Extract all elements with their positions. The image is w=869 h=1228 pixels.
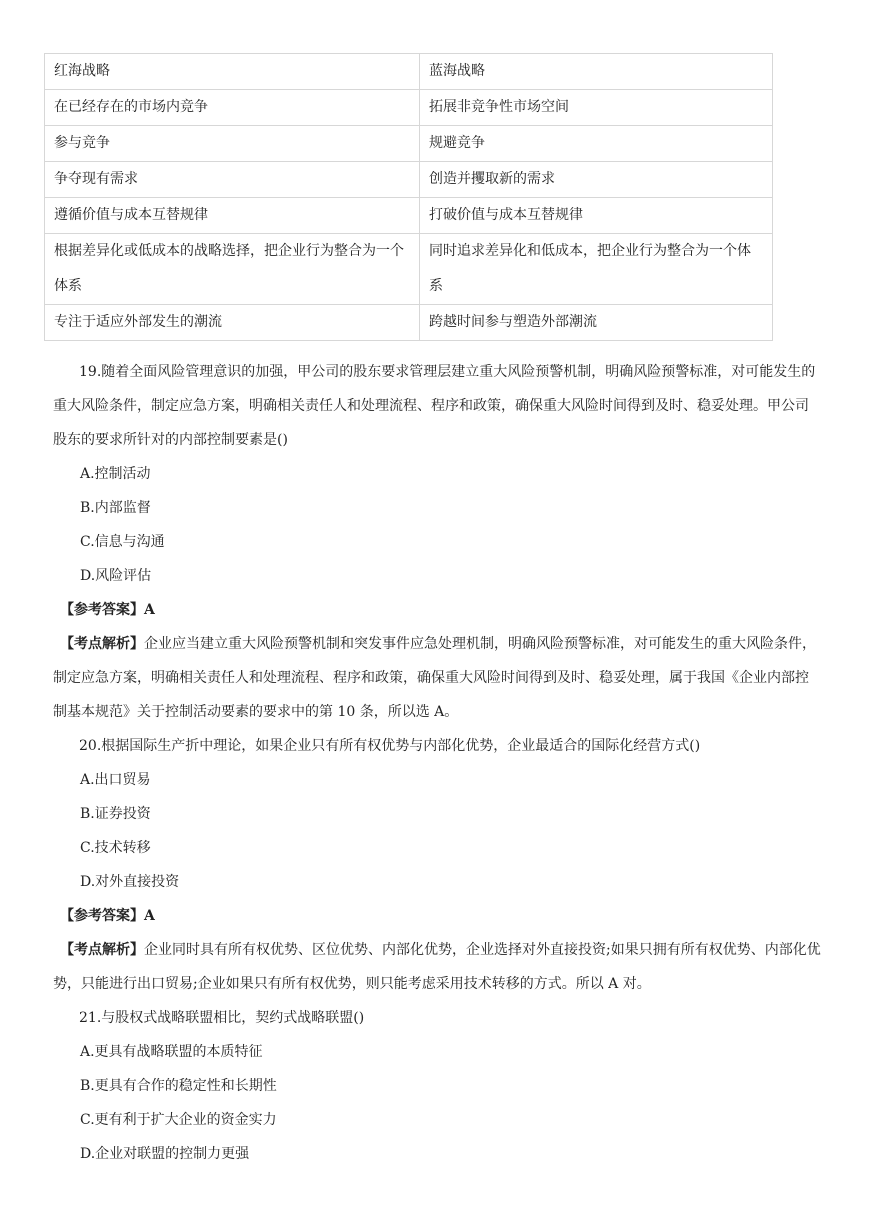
table-row [45,198,773,234]
table-cell: 规避竞争 [420,126,773,162]
table-cell: 红海战略 [45,54,420,90]
question-19-option-a: A.控制活动 [80,466,151,482]
question-20-analysis [53,933,821,1001]
question-20-option-b: B.证券投资 [80,806,151,822]
question-19-option-d: D.风险评估 [80,568,152,584]
table-row [45,162,773,198]
table-cell: 蓝海战略 [420,54,773,90]
table-cell: 遵循价值与成本互替规律 [45,198,420,234]
analysis-label: 【考点解析】 [60,636,144,652]
question-19-stem: 19.随着全面风险管理意识的加强，甲公司的股东要求管理层建立重大风险预警机制，明确风险预警标准，对可能发生的重大风险条件，制定应急方案，明确相关责任人和处理流程、程序和政策，确保重大风险时间得到及时、稳妥处理。甲公司股东的要求所针对的内部控制要素是() [53,364,816,448]
analysis-text: 企业应当建立重大风险预警机制和突发事件应急处理机制，明确风险预警标准，对可能发生的重大风险条件，制定应急方案，明确相关责任人和处理流程、程序和政策，确保重大风险时间得到及时、稳妥处理，属于我国《企业内部控制基本规范》关于控制活动要素的要求中的第 10 条，所以选 A。 [53,636,816,720]
question-20-option-a: A.出口贸易 [80,772,151,788]
table-cell: 拓展非竞争性市场空间 [420,90,773,126]
question-20-answer: 【参考答案】A [60,908,155,924]
question-21-option-d: D.企业对联盟的控制力更强 [80,1146,250,1162]
table-cell: 创造并攫取新的需求 [420,162,773,198]
analysis-label: 【考点解析】 [60,942,144,958]
table-cell: 争夺现有需求 [45,162,420,198]
table-row [45,305,773,341]
strategy-comparison-table [44,53,773,341]
table-cell: 根据差异化或低成本的战略选择，把企业行为整合为一个体系 [45,234,420,305]
question-21-option-b: B.更具有合作的稳定性和长期性 [80,1078,277,1094]
question-21-option-c: C.更有利于扩大企业的资金实力 [80,1112,277,1128]
table-row [45,126,773,162]
table-cell: 打破价值与成本互替规律 [420,198,773,234]
question-20-option-d: D.对外直接投资 [80,874,180,890]
table-cell: 同时追求差异化和低成本，把企业行为整合为一个体系 [420,234,773,305]
table-cell: 专注于适应外部发生的潮流 [45,305,420,341]
table-cell: 跨越时间参与塑造外部潮流 [420,305,773,341]
question-20-option-c: C.技术转移 [80,840,151,856]
table-row [45,234,773,305]
table-row [45,90,773,126]
question-19-option-c: C.信息与沟通 [80,534,165,550]
question-19-option-b: B.内部监督 [80,500,151,516]
table-cell: 参与竞争 [45,126,420,162]
question-19-answer: 【参考答案】A [60,602,155,618]
question-21-stem: 21.与股权式战略联盟相比，契约式战略联盟() [79,1010,365,1026]
question-20-stem: 20.根据国际生产折中理论，如果企业只有所有权优势与内部化优势，企业最适合的国际化经营方式() [79,738,701,754]
question-19-analysis [53,627,821,729]
question-section [53,355,821,1171]
table-cell: 在已经存在的市场内竞争 [45,90,420,126]
table-row [45,54,773,90]
question-21-option-a: A.更具有战略联盟的本质特征 [80,1044,263,1060]
analysis-text: 企业同时具有所有权优势、区位优势、内部化优势，企业选择对外直接投资;如果只拥有所有权优势、内部化优势，只能进行出口贸易;企业如果只有所有权优势，则只能考虑采用技术转移的方式。所以 A 对。 [53,942,821,992]
